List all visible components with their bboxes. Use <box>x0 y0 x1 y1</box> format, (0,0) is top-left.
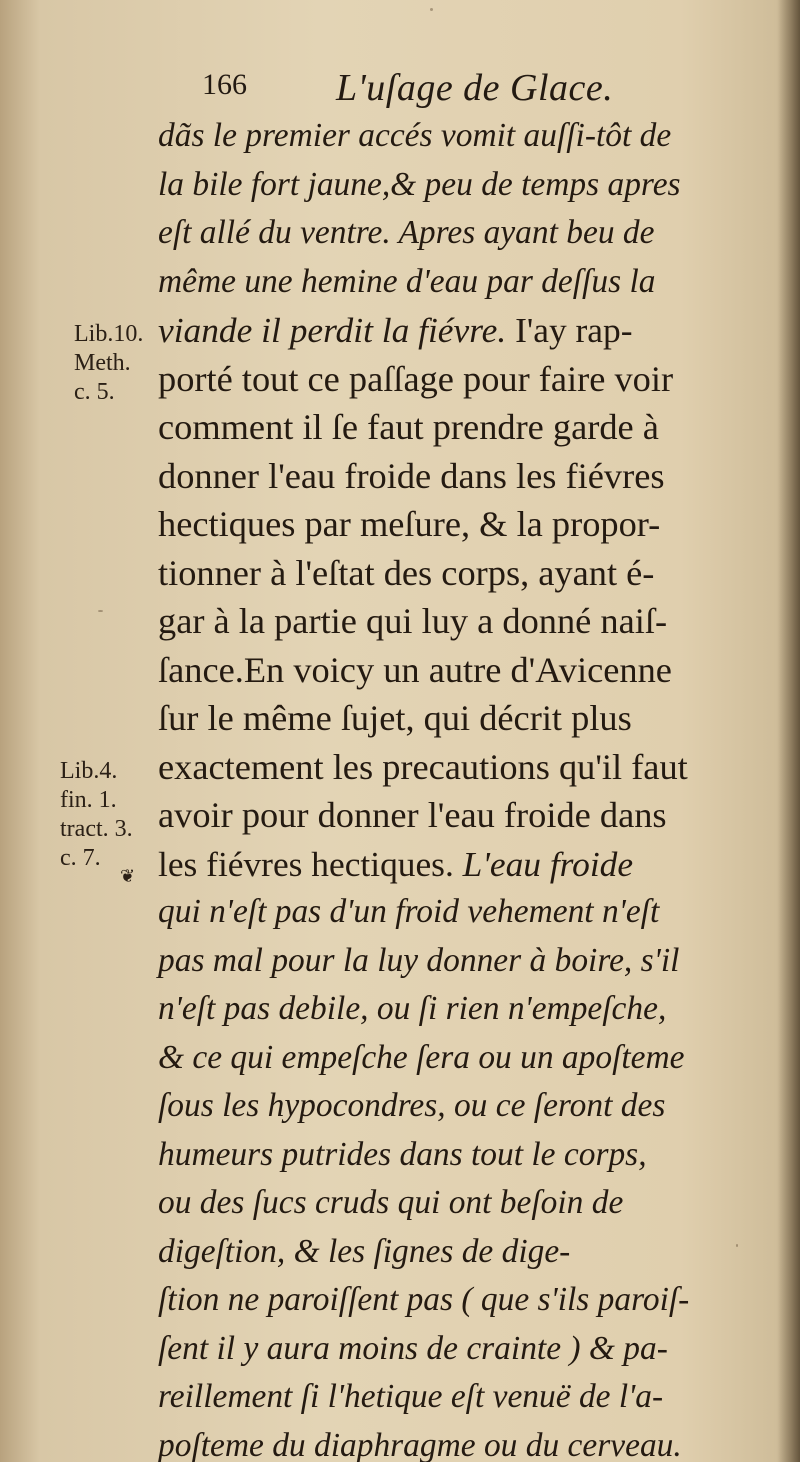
text-segment: qui n'eſt pas d'un froid vehement n'eſt <box>158 893 660 930</box>
margin-note-lib-10 <box>74 320 143 407</box>
printer-ornament-icon: ❦ <box>120 866 136 887</box>
text-segment: gar à la partie qui luy a donné naiſ- <box>158 601 668 641</box>
text-line <box>158 1373 768 1422</box>
text-segment: donner l'eau froide dans les fiévres <box>158 455 665 496</box>
text-line <box>158 1131 768 1180</box>
text-line <box>158 500 768 549</box>
text-segment: hectiques par meſure, & la propor- <box>158 504 661 544</box>
text-line <box>158 161 768 210</box>
body-text <box>158 112 768 1462</box>
text-segment: comment il ſe faut prendre garde à <box>158 407 659 447</box>
text-line <box>158 258 768 307</box>
text-line <box>158 985 768 1034</box>
text-segment: dãs le premier accés vomit auſſi-tôt de <box>158 117 672 154</box>
text-line <box>158 1422 768 1462</box>
paper-speck <box>736 1244 738 1247</box>
text-segment: humeurs putrides dans tout le corps, <box>158 1135 647 1173</box>
margin-note-line: c. 5. <box>74 379 115 405</box>
text-segment: ſtion ne paroiſſent pas ( que s'ils paroiſ- <box>158 1281 690 1318</box>
text-line <box>158 1228 768 1277</box>
text-segment: poſteme du diaphragme ou du cerveau. <box>158 1426 682 1462</box>
text-segment: & ce qui empeſche ſera ou un apoſteme <box>158 1038 685 1076</box>
margin-note-line: tract. 3. <box>60 816 133 842</box>
text-line <box>158 403 768 452</box>
text-segment: les fiévres hectiques. <box>158 843 454 884</box>
text-segment: viande il perdit la fiévre. <box>158 310 507 350</box>
text-segment: ſent il y aura moins de crainte ) & pa- <box>158 1329 668 1367</box>
text-segment: L'eau froide <box>453 843 634 884</box>
text-segment: ſous les hypocondres, ou ce ſeront des <box>158 1087 666 1124</box>
text-line <box>158 597 768 646</box>
margin-note-line: fin. 1. <box>60 787 117 813</box>
margin-note-lib-4 <box>60 757 133 873</box>
text-line <box>158 306 768 355</box>
text-segment: ſance.En voicy un autre d'Avicenne <box>158 649 672 690</box>
text-line <box>158 549 768 598</box>
text-line <box>158 355 768 404</box>
text-segment: reillement ſi l'hetique eſt venuë de l'a- <box>158 1378 664 1415</box>
paper-speck <box>430 8 433 11</box>
page-gutter-shadow <box>778 0 800 1462</box>
running-head: L'uſage de Glace. <box>336 67 614 109</box>
text-line <box>158 112 768 161</box>
text-line <box>158 888 768 937</box>
text-line <box>158 1034 768 1083</box>
text-line <box>158 791 768 840</box>
text-segment: eſt allé du ventre. Apres ayant beu de <box>158 214 655 251</box>
page-header <box>196 62 756 112</box>
text-segment: la bile fort jaune,& peu de temps apres <box>158 165 681 203</box>
text-line <box>158 694 768 743</box>
margin-note-line: c. 7. <box>60 845 101 871</box>
text-segment: même une hemine d'eau par deſſus la <box>158 262 656 300</box>
text-segment: pas mal pour la luy donner à boire, s'il <box>158 941 680 979</box>
text-segment: ſur le même ſujet, qui décrit plus <box>158 698 632 738</box>
text-segment: n'eſt pas debile, ou ſi rien n'empeſche, <box>158 990 667 1027</box>
text-segment: digeſtion, & les ſignes de dige- <box>158 1232 571 1270</box>
text-segment: I'ay rap- <box>506 310 633 350</box>
text-line <box>158 1276 768 1325</box>
margin-note-line: Meth. <box>74 350 131 376</box>
text-line <box>158 1325 768 1374</box>
text-line <box>158 937 768 986</box>
text-segment: tionner à l'eſtat des corps, ayant é- <box>158 552 655 593</box>
text-segment: porté tout ce paſſage pour faire voir <box>158 358 674 399</box>
text-line <box>158 743 768 792</box>
text-segment: ou des ſucs cruds qui ont beſoin de <box>158 1184 624 1221</box>
page-number: 166 <box>202 68 247 101</box>
text-line <box>158 646 768 695</box>
text-line <box>158 209 768 258</box>
text-segment: exactement les precautions qu'il faut <box>158 746 688 787</box>
text-line <box>158 1179 768 1228</box>
text-line <box>158 1082 768 1131</box>
text-line <box>158 840 768 889</box>
text-line <box>158 452 768 501</box>
margin-note-line: Lib.4. <box>60 758 118 784</box>
margin-note-line: Lib.10. <box>74 321 144 347</box>
text-segment: avoir pour donner l'eau froide dans <box>158 795 667 835</box>
paper-speck <box>98 610 103 612</box>
